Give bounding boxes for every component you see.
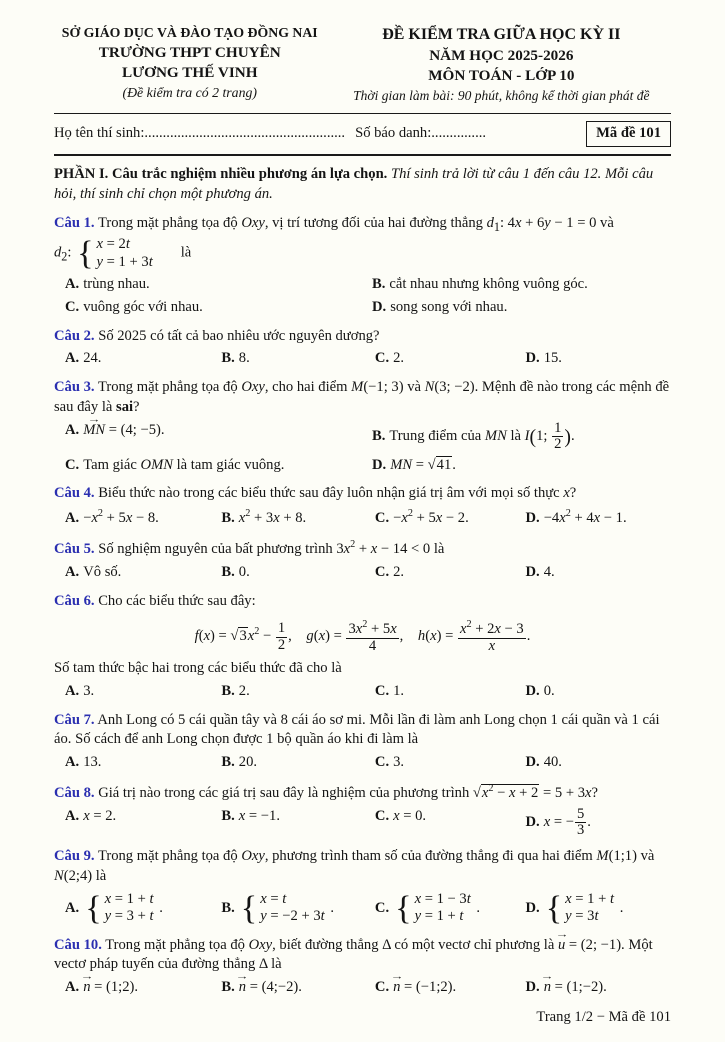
- option-letter: B.: [221, 682, 235, 699]
- question-5-label: Câu 5.: [54, 540, 95, 557]
- option-text: x = 0.: [393, 807, 427, 824]
- question-2-options: [54, 349, 671, 369]
- option-text: 24.: [83, 350, 102, 367]
- question-6-options: [54, 682, 671, 702]
- option-letter: B.: [221, 807, 235, 824]
- answer-option: [375, 682, 518, 702]
- option-letter: A.: [65, 421, 80, 438]
- option-letter: C.: [374, 979, 390, 996]
- question-7-text: [54, 711, 671, 751]
- option-text: 40.: [543, 754, 562, 771]
- answer-option: [221, 753, 367, 773]
- question-8-text: [54, 782, 671, 804]
- answer-option: [65, 421, 364, 441]
- option-letter: A.: [65, 899, 80, 916]
- question-5-statement: Số nghiệm nguyên của bất phương trình $3x^2 + x - 14 < 0$ là: [98, 538, 445, 557]
- question-6-statement-2: Số tam thức bậc hai trong các biểu thức đã cho là: [54, 659, 342, 676]
- answer-option: [65, 807, 213, 827]
- option-letter: B.: [372, 428, 386, 445]
- option-text: 3.: [83, 682, 95, 699]
- question-3-options: [54, 421, 671, 475]
- option-letter: C.: [374, 510, 390, 527]
- option-text: cắt nhau nhưng không vuông góc.: [389, 275, 588, 292]
- question-9: [54, 847, 671, 926]
- answer-option: [65, 978, 213, 998]
- answer-option: [221, 890, 367, 926]
- answer-option: [526, 753, 672, 773]
- option-text: 0.: [543, 682, 555, 699]
- footer-page-info: Trang 1/2 − Mã đề 101: [536, 1009, 671, 1026]
- option-letter: C.: [374, 807, 390, 824]
- exam-code-box: Mã đề 101: [586, 121, 671, 147]
- exam-title: ĐỀ KIỂM TRA GIỮA HỌC KỲ II: [382, 26, 621, 43]
- option-text: 1.: [393, 682, 405, 699]
- header-right: [332, 24, 671, 105]
- answer-option: [526, 890, 672, 926]
- question-5-options: [54, 563, 671, 583]
- question-1-options: [54, 275, 671, 318]
- option-letter: B.: [221, 350, 235, 367]
- answer-option: [65, 507, 213, 529]
- question-6-statement: Cho các biểu thức sau đây:: [98, 592, 256, 609]
- option-text: { x = 1 + t y = 3t .: [545, 888, 624, 927]
- school-name-line2: LƯƠNG THẾ VINH: [121, 64, 258, 82]
- question-10-text: [54, 936, 671, 976]
- answer-option: [375, 753, 518, 773]
- question-1: [54, 214, 671, 318]
- question-1-text: [54, 214, 671, 235]
- answer-option: [372, 421, 671, 453]
- question-8-statement: Giá trị nào trong các giá trị sau đây là nghiệm của phương trình $√x^2 - x + 2 = 5 + 3x$?: [98, 783, 598, 801]
- option-text: 0.: [238, 563, 250, 580]
- option-letter: D.: [525, 813, 540, 830]
- option-text: { x = 1 − 3t y = 1 + t .: [395, 888, 481, 927]
- question-7-statement: Anh Long có 5 cái quần tây và 8 cái áo sơ mi. Mỗi lần đi làm anh Long chọn 1 cái quần và 1 cái áo. Số cách để anh Long chọn được 1 bộ quần áo khi đi làm là: [54, 711, 660, 748]
- question-7: [54, 711, 671, 774]
- header-left: [54, 24, 325, 103]
- answer-option: [372, 298, 671, 318]
- divider-thin: [54, 113, 671, 114]
- candidate-number-label: Số báo danh:...............: [355, 125, 487, 142]
- question-3-statement: Trong mặt phẳng tọa độ Oxy, cho hai điểm M(−1; 3) và N(3; −2). Mệnh đề nào trong các mệnh đề sau đây là sai?: [54, 379, 670, 416]
- answer-option: [65, 753, 213, 773]
- option-letter: A.: [65, 682, 80, 699]
- option-text: → n = (1;2).: [83, 979, 138, 995]
- option-letter: C.: [374, 563, 390, 580]
- option-text: x = − $\frac{5}{3}$ .: [543, 805, 591, 839]
- subject-grade: MÔN TOÁN - LỚP 10: [428, 67, 575, 85]
- answer-option: [221, 507, 367, 529]
- answer-option: [375, 807, 518, 827]
- option-letter: D.: [525, 899, 540, 916]
- option-text: x = 2.: [83, 807, 117, 824]
- option-letter: A.: [65, 754, 80, 771]
- answer-option: [375, 890, 518, 926]
- question-9-statement: Trong mặt phẳng tọa độ Oxy, phương trình tham số của đường thẳng đi qua hai điểm M(1;1) và N(2;4) là: [54, 848, 655, 885]
- question-8-label: Câu 8.: [54, 784, 95, 801]
- answer-option: [372, 275, 671, 295]
- part1-title: PHẦN I. Câu trắc nghiệm nhiều phương án lựa chọn.: [54, 166, 388, 183]
- answer-option: [526, 507, 672, 529]
- question-6-text: [54, 592, 671, 612]
- candidate-name-label: Họ tên thí sinh:.......................................................: [54, 125, 346, 142]
- option-letter: D.: [525, 563, 540, 580]
- option-text: $-4x^2 + 4x - 1$.: [543, 508, 627, 527]
- answer-option: [375, 349, 518, 369]
- option-text: → n = (4;−2).: [239, 979, 302, 995]
- answer-option: [526, 563, 672, 583]
- option-text: 4.: [543, 563, 555, 580]
- option-text: song song với nhau.: [390, 298, 508, 315]
- exam-pages-note: (Đề kiểm tra có 2 trang): [122, 85, 257, 101]
- answer-option: [221, 563, 367, 583]
- question-9-options: [54, 890, 671, 926]
- answer-option: [526, 807, 672, 839]
- question-2-label: Câu 2.: [54, 327, 95, 344]
- option-letter: C.: [374, 350, 390, 367]
- option-letter: D.: [525, 510, 540, 527]
- question-2-statement: Số 2025 có tất cả bao nhiêu ước nguyên dương?: [98, 327, 380, 344]
- option-text: $-x^2 + 5x - 8$.: [83, 508, 159, 527]
- option-letter: B.: [221, 899, 235, 916]
- question-10-statement: Trong mặt phẳng tọa độ Oxy, biết đường thẳng Δ có một vectơ chỉ phương là → u = (2; −1). Một vectơ pháp tuyến của đường thẳng Δ là: [54, 937, 653, 973]
- question-3-text: [54, 378, 671, 418]
- option-text: Tam giác OMN là tam giác vuông.: [83, 456, 285, 473]
- answer-option: [221, 978, 367, 998]
- option-letter: D.: [525, 350, 540, 367]
- divider-thick: [54, 154, 671, 156]
- answer-option: [65, 349, 213, 369]
- question-8-options: [54, 807, 671, 839]
- question-5-text: [54, 538, 671, 560]
- option-letter: A.: [65, 807, 80, 824]
- answer-option: [65, 456, 364, 476]
- question-4-statement: Biểu thức nào trong các biểu thức sau đây luôn nhận giá trị âm với mọi số thực x?: [98, 485, 577, 502]
- school-name-line1: TRƯỜNG THPT CHUYÊN: [98, 43, 281, 61]
- option-text: 3.: [393, 754, 405, 771]
- option-text: $-x^2 + 5x - 2$.: [393, 508, 469, 527]
- answer-option: [65, 275, 364, 295]
- option-letter: D.: [525, 682, 540, 699]
- candidate-info-labels: [54, 124, 486, 144]
- answer-option: [221, 349, 367, 369]
- question-10-label: Câu 10.: [54, 936, 102, 953]
- option-text: 2.: [393, 350, 405, 367]
- option-letter: B.: [221, 754, 235, 771]
- option-letter: A.: [65, 563, 80, 580]
- answer-option: [221, 807, 367, 827]
- question-1-label: Câu 1.: [54, 214, 95, 231]
- answer-option: [65, 563, 213, 583]
- question-4: [54, 484, 671, 529]
- question-7-options: [54, 753, 671, 773]
- part1-note: Thí sinh trả lời từ câu 1 đến câu 12. Mỗi câu hỏi, thí sinh chỉ chọn một phương án.: [54, 166, 654, 203]
- question-3-label: Câu 3.: [54, 379, 95, 396]
- option-text: 8.: [238, 350, 250, 367]
- option-text: Trung điểm của MN là I(1; $\frac{1}{2}$ ).: [389, 419, 575, 453]
- option-text: Vô số.: [83, 563, 122, 580]
- option-text: → n = (−1;2).: [393, 979, 456, 995]
- answer-option: [221, 682, 367, 702]
- option-letter: A.: [65, 510, 80, 527]
- question-9-text: [54, 847, 671, 887]
- option-text: 13.: [83, 754, 102, 771]
- option-text: 2.: [238, 682, 250, 699]
- question-2: [54, 327, 671, 370]
- answer-option: [65, 890, 213, 926]
- option-letter: B.: [221, 979, 235, 996]
- question-6-display-math: $f(x) = √3x^2$ − $\frac{1}{2}$ , g(x) = $\frac{3x^2 + 5x}{4}$ , h(x) = $\frac{x^2 + 2x - 3}{x}$ .: [194, 619, 531, 654]
- candidate-info-row: [54, 121, 671, 147]
- part1-heading: [54, 165, 671, 205]
- option-letter: C.: [374, 754, 390, 771]
- option-text: → n = (1;−2).: [544, 979, 607, 995]
- option-text: { x = t y = −2 + 3t .: [240, 888, 334, 927]
- option-letter: A.: [65, 275, 80, 292]
- option-text: $x^2 + 3x + 8$.: [238, 508, 307, 527]
- question-8: [54, 782, 671, 838]
- question-6: [54, 592, 671, 702]
- question-6-label: Câu 6.: [54, 592, 95, 609]
- answer-option: [375, 507, 518, 529]
- school-year: NĂM HỌC 2025-2026: [429, 46, 574, 64]
- question-1-statement: Trong mặt phẳng tọa độ Oxy, vị trí tương đối của hai đường thẳng $d_1$: 4x + 6y − 1 = 0 và: [97, 214, 614, 234]
- question-7-label: Câu 7.: [54, 711, 95, 728]
- option-text: 20.: [238, 754, 258, 771]
- option-letter: C.: [65, 298, 80, 315]
- question-3: [54, 378, 671, 475]
- question-5: [54, 538, 671, 583]
- option-letter: D.: [372, 298, 387, 315]
- answer-option: [375, 563, 518, 583]
- header: [54, 24, 671, 105]
- question-10: [54, 936, 671, 999]
- question-2-text: [54, 327, 671, 347]
- option-letter: B.: [221, 510, 235, 527]
- question-4-text: [54, 484, 671, 504]
- answer-option: [526, 349, 672, 369]
- answer-option: [526, 978, 672, 998]
- department-name: SỞ GIÁO DỤC VÀ ĐÀO TẠO ĐỒNG NAI: [61, 25, 318, 40]
- option-letter: C.: [374, 682, 390, 699]
- question-4-label: Câu 4.: [54, 485, 95, 502]
- answer-option: [372, 456, 671, 476]
- question-1-line2: $d_2$: { x = 2t y = 1 + 3t là: [54, 234, 192, 273]
- option-letter: B.: [221, 563, 235, 580]
- option-text: { x = 1 + t y = 3 + t .: [85, 888, 163, 927]
- duration-note: Thời gian làm bài: 90 phút, không kể thời gian phát đề: [353, 88, 650, 104]
- answer-option: [526, 682, 672, 702]
- question-9-label: Câu 9.: [54, 848, 95, 865]
- option-letter: C.: [65, 456, 80, 473]
- answer-option: [375, 978, 518, 998]
- answer-option: [65, 682, 213, 702]
- option-text: x = −1.: [238, 807, 280, 824]
- option-letter: C.: [374, 899, 390, 916]
- option-letter: D.: [525, 754, 540, 771]
- question-4-options: [54, 507, 671, 529]
- option-letter: D.: [372, 456, 387, 473]
- option-text: 15.: [543, 350, 562, 367]
- option-text: trùng nhau.: [83, 275, 150, 292]
- question-10-options: [54, 978, 671, 998]
- option-text: MN = √41.: [390, 456, 456, 473]
- answer-option: [65, 298, 364, 318]
- option-letter: A.: [65, 979, 80, 996]
- option-letter: D.: [525, 979, 540, 996]
- option-text: 2.: [393, 563, 405, 580]
- option-text: vuông góc với nhau.: [83, 298, 203, 315]
- option-text: → MN = (4; −5).: [83, 422, 164, 438]
- option-letter: B.: [372, 275, 386, 292]
- option-letter: A.: [65, 350, 80, 367]
